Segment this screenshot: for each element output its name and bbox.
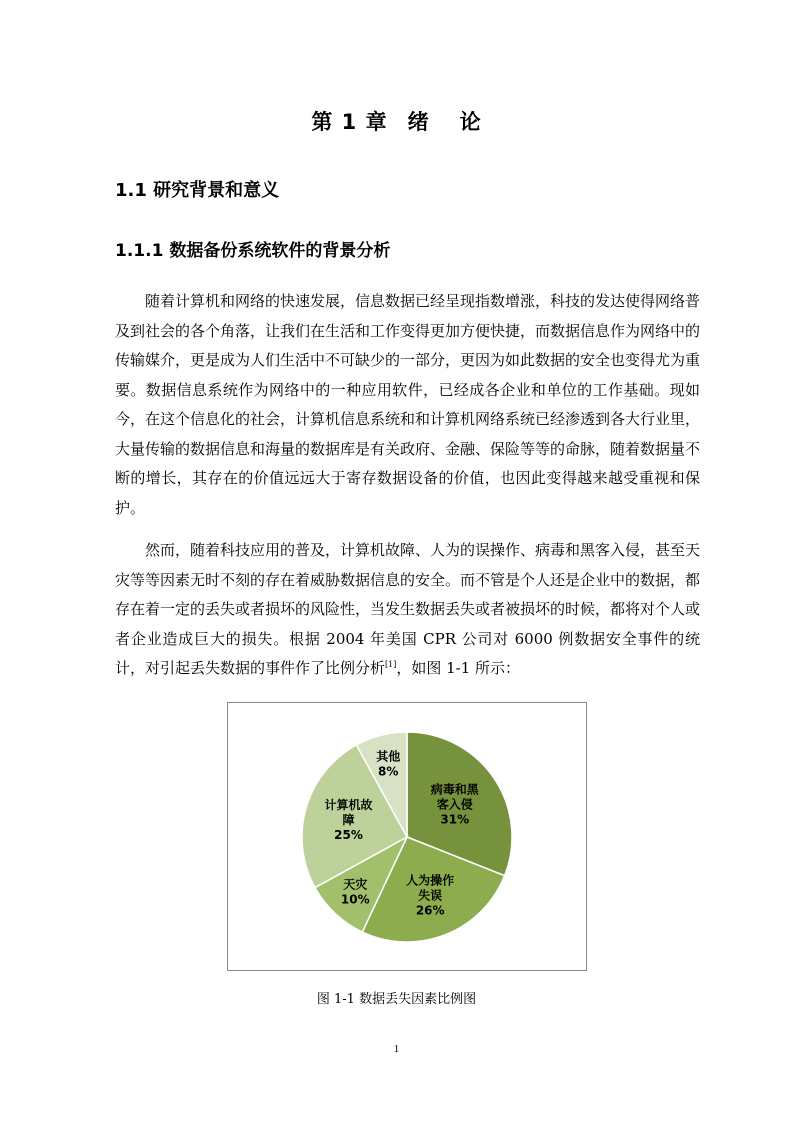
chapter-title <box>0 106 793 136</box>
pie-label-text: 其他 <box>376 749 401 764</box>
pie-label-text: 天灾 <box>343 877 368 892</box>
paragraph-1: 随着计算机和网络的快速发展，信息数据已经呈现指数增涨，科技的发达使得网络普及到社会的各个角落，让我们在生活和工作变得更加方便快捷，而数据信息作为网络中的传输媒介，更是成为人们生活中不可缺少的一部分，更因为如此数据的安全也变得尤为重要。数据信息系统作为网络中的一种应用软件，已经成各企业和单位的工作基础。现如今，在这个信息化的社会，计算机信息系统和和计算机网络系统已经渗透到各大行业里，大量传输的数据信息和海量的数据库是有关政府、金融、保险等等的命脉，随着数据量不断的增长，其存在的价值远远大于寄存数据设备的价值，也因此变得越来越受重视和保护。 <box>115 292 701 517</box>
pie-label-percent: 31% <box>440 812 470 827</box>
pie-label-text: 病毒和黑 <box>430 782 479 797</box>
paragraph-2 <box>115 536 700 684</box>
subsection-title: 1.1.1 数据备份系统软件的背景分析 <box>115 241 391 261</box>
pie-label-text: 人为操作 <box>406 873 455 888</box>
pie-label-text: 计算机故 <box>324 798 373 813</box>
pie-chart <box>228 703 586 970</box>
pie-label-5 <box>376 748 400 778</box>
pie-label-text: 障 <box>342 813 355 828</box>
chapter-title-char-1: 绪 <box>407 110 430 134</box>
figure-caption: 图 1-1 数据丢失因素比例图 <box>316 992 477 1007</box>
figure-pie-chart <box>227 702 587 971</box>
pie-label-percent: 8% <box>378 764 399 779</box>
citation-reference[interactable]: [1] <box>385 660 397 669</box>
section-title: 1.1 研究背景和意义 <box>115 180 280 201</box>
pie-label-percent: 25% <box>334 828 363 843</box>
pie-label-text: 客入侵 <box>436 797 473 812</box>
page-number: 1 <box>393 1043 400 1055</box>
chapter-prefix: 第 1 章 <box>311 110 388 134</box>
paragraph-2-text: 然而，随着科技应用的普及，计算机故障、人为的误操作、病毒和黑客入侵，甚至天灾等等因素无时不刻的存在着威胁数据信息的安全。而不管是个人还是企业中的数据，都存在着一定的丢失或者损坏的风险性，当发生数据丢失或者被损坏的时候，都将对个人或者企业造成巨大的损失。根据 2004 年美国 CPR 公司对 6000 例数据安全事件的统计，对引起丢失数据的事件作了比例分析 <box>115 541 701 677</box>
paragraph-2-tail: ，如图 1-1 所示： <box>396 659 521 677</box>
chapter-title-char-2: 论 <box>459 110 482 134</box>
pie-label-3 <box>341 877 370 907</box>
pie-label-percent: 26% <box>415 903 445 918</box>
pie-label-text: 失误 <box>418 888 443 903</box>
pie-label-percent: 10% <box>340 892 370 907</box>
